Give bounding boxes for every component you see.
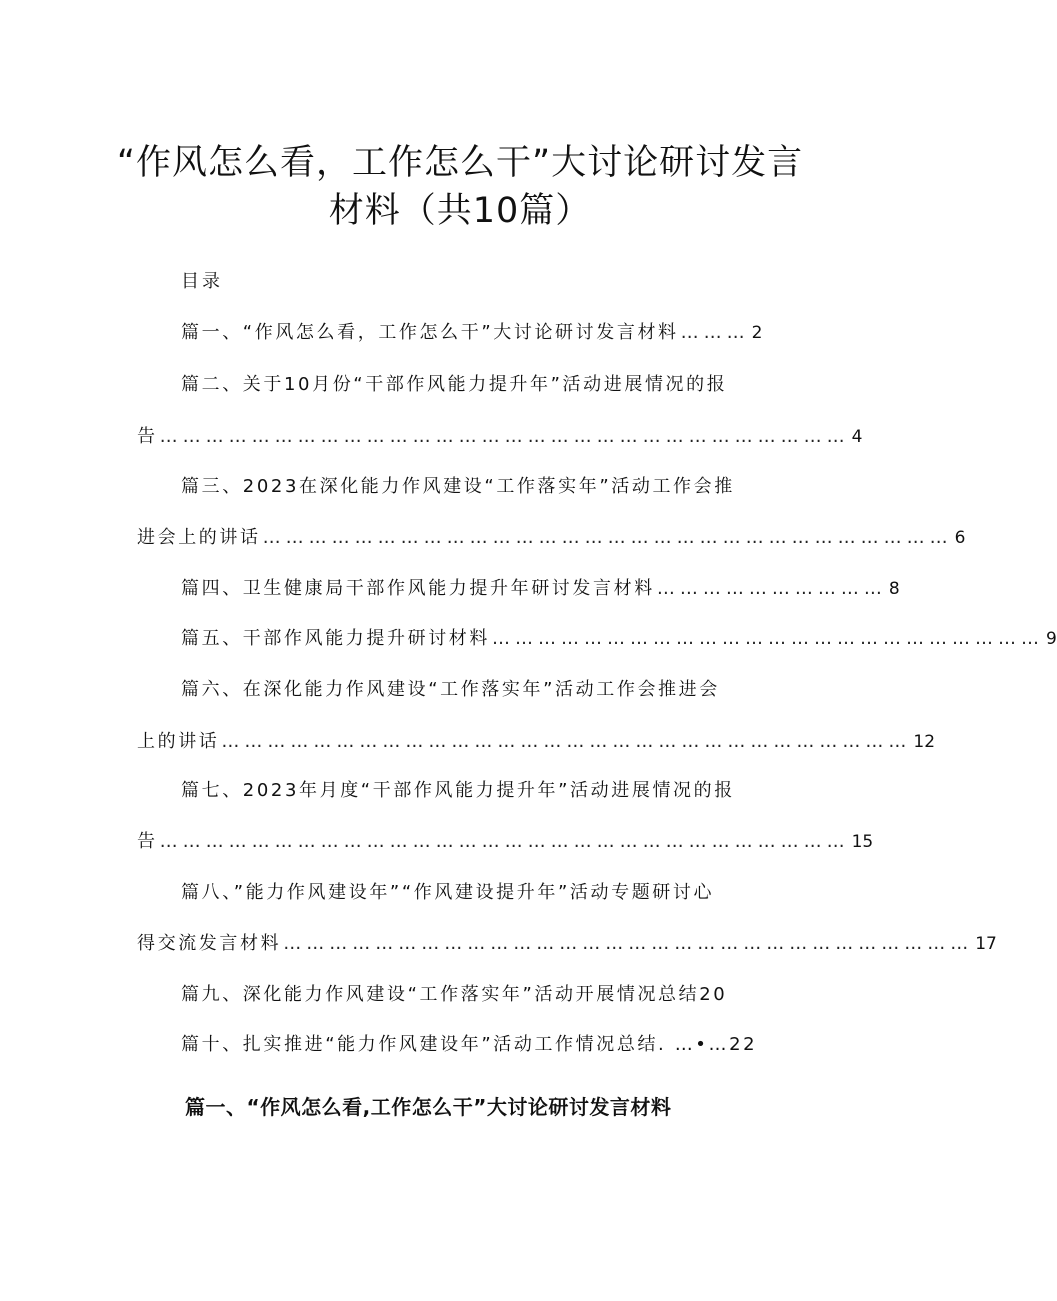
- toc-entry-text: 篇九、深化能力作风建设“工作落实年”活动开展情况总结20: [181, 984, 728, 1005]
- toc-entry-2[interactable]: [181, 372, 727, 398]
- toc-leader-dots: ………………………………………………………………………………: [283, 933, 974, 954]
- toc-entry-2-cont[interactable]: [137, 424, 863, 450]
- section-heading: 篇一、“作风怎么看,工作怎么干”大讨论研讨发言材料: [185, 1095, 672, 1119]
- toc-entry-7[interactable]: [181, 778, 735, 804]
- toc-entry-5[interactable]: [181, 626, 1057, 652]
- toc-leader-dots: ………………………………………………………………………………: [221, 731, 912, 752]
- toc-entry-text: 篇七、2023年月度“干部作风能力提升年”活动进展情况的报: [181, 780, 735, 801]
- toc-leader-dots: ………………………………………………………………………………: [159, 831, 850, 852]
- toc-page-number: 17: [975, 934, 997, 954]
- toc-entry-3-cont[interactable]: [137, 525, 966, 551]
- toc-entry-text: 篇五、干部作风能力提升研讨材料: [181, 628, 490, 649]
- toc-leader-dots: ………………………………………………………………………………: [262, 527, 953, 548]
- toc-page-number: 12: [913, 732, 936, 752]
- toc-page-number: 15: [851, 832, 874, 852]
- toc-entry-7-cont[interactable]: [137, 829, 874, 855]
- toc-entry-6-cont[interactable]: [137, 729, 936, 755]
- toc-entry-text: 得交流发言材料: [137, 933, 282, 954]
- toc-entry-text: 告: [137, 831, 158, 852]
- toc-entry-3[interactable]: [181, 474, 735, 500]
- toc-entry-text: 篇六、在深化能力作风建设“工作落实年”活动工作会推进会: [181, 679, 720, 700]
- toc-leader-dots: …………………………: [656, 578, 887, 599]
- toc-leader-dots: ………………………………………………………………: [492, 628, 1044, 649]
- toc-entry-text: 上的讲话: [137, 731, 220, 752]
- toc-entry-text: 篇二、关于10月份“干部作风能力提升年”活动进展情况的报: [181, 374, 728, 395]
- document-title-line-1: “作风怎么看，工作怎么干”大讨论研讨发言: [116, 143, 804, 183]
- toc-entry-text: 告: [137, 426, 158, 447]
- toc-entry-text: 进会上的讲话: [137, 527, 261, 548]
- toc-entry-4[interactable]: [181, 576, 900, 602]
- toc-entry-text: 篇八、”能力作风建设年”“作风建设提升年”活动专题研讨心: [181, 882, 715, 903]
- toc-entry-text: 篇三、2023在深化能力作风建设“工作落实年”活动工作会推: [181, 476, 735, 497]
- toc-leader-dots: ………………………………………………………………………………: [159, 426, 850, 447]
- toc-entry-8[interactable]: [181, 880, 714, 906]
- toc-heading: 目录: [181, 271, 223, 292]
- toc-page-number: 2: [751, 323, 763, 343]
- toc-entry-10[interactable]: [181, 1032, 757, 1058]
- toc-entry-text: 篇四、卫生健康局干部作风能力提升年研讨发言材料: [181, 578, 655, 599]
- toc-leader-dots: ………: [680, 322, 750, 343]
- toc-entry-1[interactable]: [181, 320, 763, 346]
- document-title-line-2: 材料（共10篇）: [328, 191, 592, 231]
- toc-entry-text: 篇十、扎实推进“能力作风建设年”活动工作情况总结. …•…22: [181, 1034, 758, 1055]
- toc-page-number: 9: [1046, 629, 1057, 649]
- toc-entry-9[interactable]: [181, 982, 727, 1008]
- toc-page-number: 4: [851, 427, 863, 447]
- toc-page-number: 6: [954, 528, 966, 548]
- toc-page-number: 8: [888, 579, 900, 599]
- toc-entry-8-cont[interactable]: [137, 931, 997, 957]
- toc-entry-text: 篇一、“作风怎么看，工作怎么干”大讨论研讨发言材料: [181, 322, 679, 343]
- toc-entry-6[interactable]: [181, 677, 720, 703]
